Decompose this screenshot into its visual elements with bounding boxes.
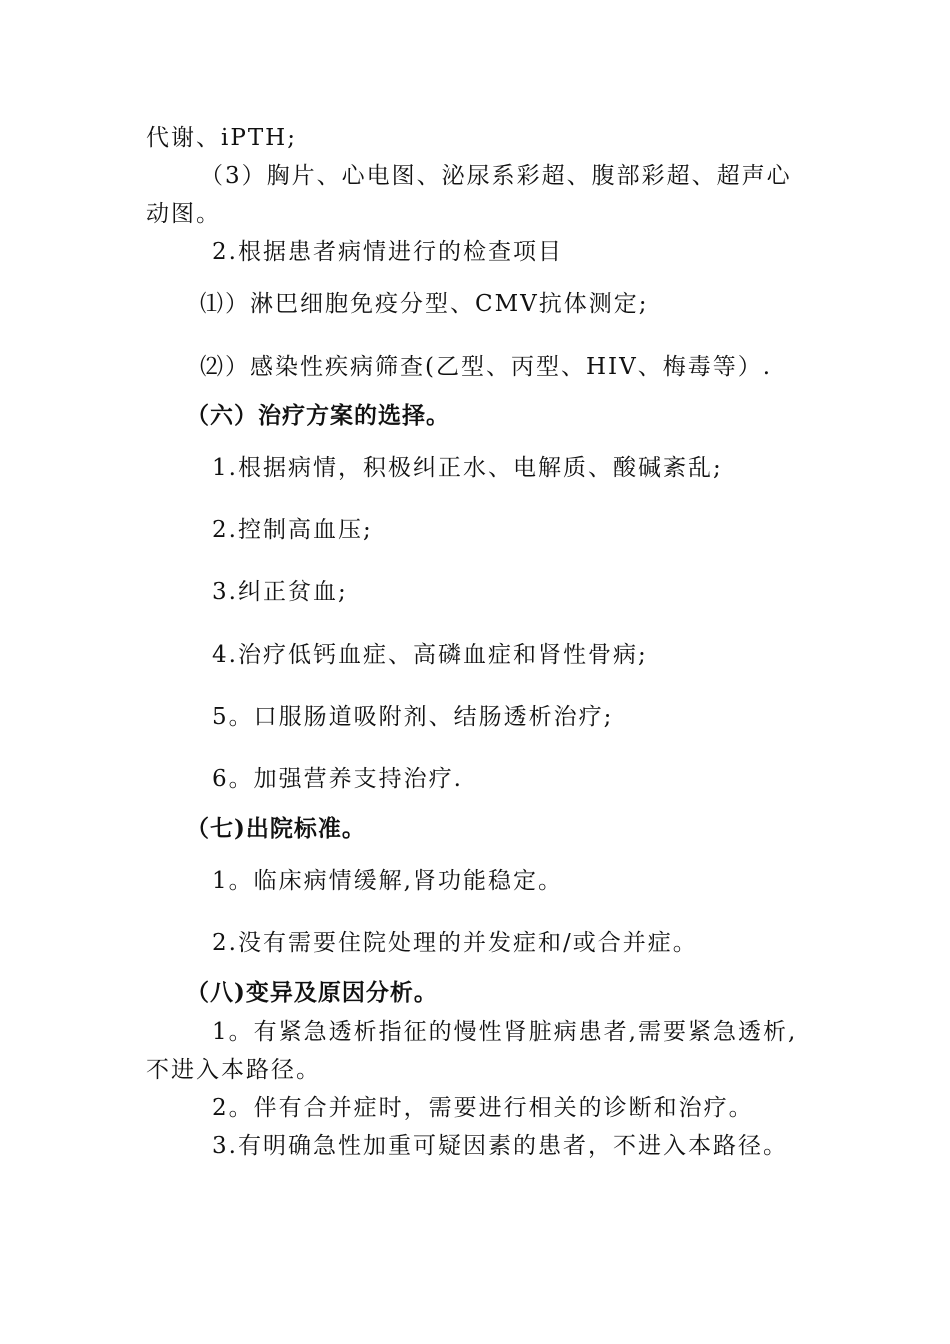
list-item: 6。加强营养支持治疗.	[212, 766, 463, 792]
list-item: 3.纠正贫血;	[212, 579, 348, 605]
list-item: ⑴）淋巴细胞免疫分型、CMV抗体测定;	[200, 291, 649, 317]
list-item: 1。临床病情缓解,肾功能稳定。	[212, 868, 563, 894]
section-heading: （八)变异及原因分析。	[186, 979, 438, 1006]
text-line: 动图。	[146, 201, 221, 227]
list-item: 5。口服肠道吸附剂、结肠透析治疗;	[212, 704, 614, 730]
list-item: 1。有紧急透析指征的慢性肾脏病患者,需要紧急透析,	[212, 1019, 798, 1045]
list-item: 2。伴有合并症时，需要进行相关的诊断和治疗。	[212, 1095, 754, 1121]
section-heading: （七)出院标准。	[186, 815, 366, 842]
text-line: 代谢、iPTH;	[146, 125, 297, 151]
text-line: （3）胸片、心电图、泌尿系彩超、腹部彩超、超声心	[200, 163, 792, 189]
list-item: 3.有明确急性加重可疑因素的患者，不进入本路径。	[212, 1133, 788, 1159]
text-line: 2.根据患者病情进行的检查项目	[212, 239, 563, 265]
text-line: 不进入本路径。	[146, 1057, 321, 1083]
list-item: 2.控制高血压;	[212, 517, 373, 543]
list-item: ⑵）感染性疾病筛查(乙型、丙型、HIV、梅毒等）.	[200, 354, 773, 380]
list-item: 1.根据病情，积极纠正水、电解质、酸碱紊乱;	[212, 455, 723, 481]
section-heading: （六）治疗方案的选择。	[186, 402, 450, 429]
list-item: 2.没有需要住院处理的并发症和/或合并症。	[212, 930, 698, 956]
list-item: 4.治疗低钙血症、高磷血症和肾性骨病;	[212, 642, 648, 668]
